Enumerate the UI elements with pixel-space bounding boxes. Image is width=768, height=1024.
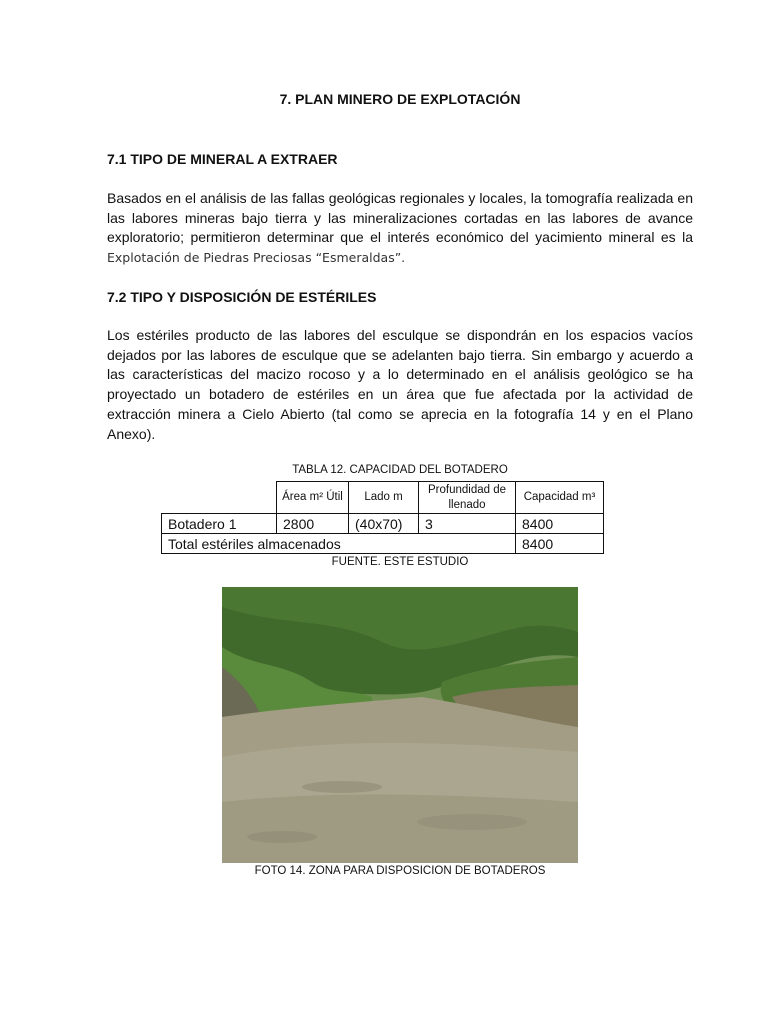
photo-caption: FOTO 14. ZONA PARA DISPOSICION DE BOTADEROS — [254, 865, 546, 877]
landscape-photo — [222, 587, 578, 863]
table-header-lado: Lado m — [349, 482, 419, 514]
table-header-capacidad: Capacidad m³ — [516, 482, 604, 514]
table-row — [162, 514, 604, 534]
paragraph-mineral — [107, 189, 693, 268]
paragraph-mineral-text: Basados en el análisis de las fallas geológicas regionales y locales, la tomografía realizada en las labores mineras bajo tierra y las mineralizaciones cortadas en las labores de avance exploratorio; permitieron determinar que el interés económico del yacimiento mineral es la — [107, 190, 693, 246]
table-total-capacidad: 8400 — [516, 534, 604, 554]
landscape-photo-drawing — [222, 587, 578, 863]
table-header-empty — [162, 482, 277, 514]
table-caption: TABLA 12. CAPACIDAD DEL BOTADERO — [292, 464, 508, 476]
table-cell-lado: (40x70) — [349, 514, 419, 534]
table-cell-label: Botadero 1 — [162, 514, 277, 534]
section-heading-esteriles: 7.2 TIPO Y DISPOSICIÓN DE ESTÉRILES — [107, 289, 377, 305]
paragraph-mineral-highlight: Explotación de Piedras Preciosas “Esmeraldas”. — [107, 250, 406, 266]
capacity-table — [161, 481, 604, 554]
table-source: FUENTE. ESTE ESTUDIO — [331, 556, 469, 568]
table-total-row — [162, 534, 604, 554]
table-cell-profundidad: 3 — [419, 514, 516, 534]
table-cell-area: 2800 — [277, 514, 349, 534]
page-title: 7. PLAN MINERO DE EXPLOTACIÓN — [279, 91, 521, 107]
table-header-row — [162, 482, 604, 514]
table-header-area: Área m² Útil — [277, 482, 349, 514]
table-total-label: Total estériles almacenados — [162, 534, 516, 554]
table-header-profundidad: Profundidad de llenado — [419, 482, 516, 514]
table-cell-capacidad: 8400 — [516, 514, 604, 534]
section-heading-mineral: 7.1 TIPO DE MINERAL A EXTRAER — [107, 151, 338, 167]
paragraph-esteriles: Los estériles producto de las labores del esculque se dispondrán en los espacios vacíos dejados por las labores de esculque que se adelanten bajo tierra. Sin embargo y acuerdo a las características del macizo rocoso y a lo determinado en el análisis geológico se ha proyectado un botadero de estériles en un área que fue afectada por la actividad de extracción minera a Cielo Abierto (tal como se aprecia en la fotografía 14 y en el Plano Anexo). — [107, 327, 693, 442]
